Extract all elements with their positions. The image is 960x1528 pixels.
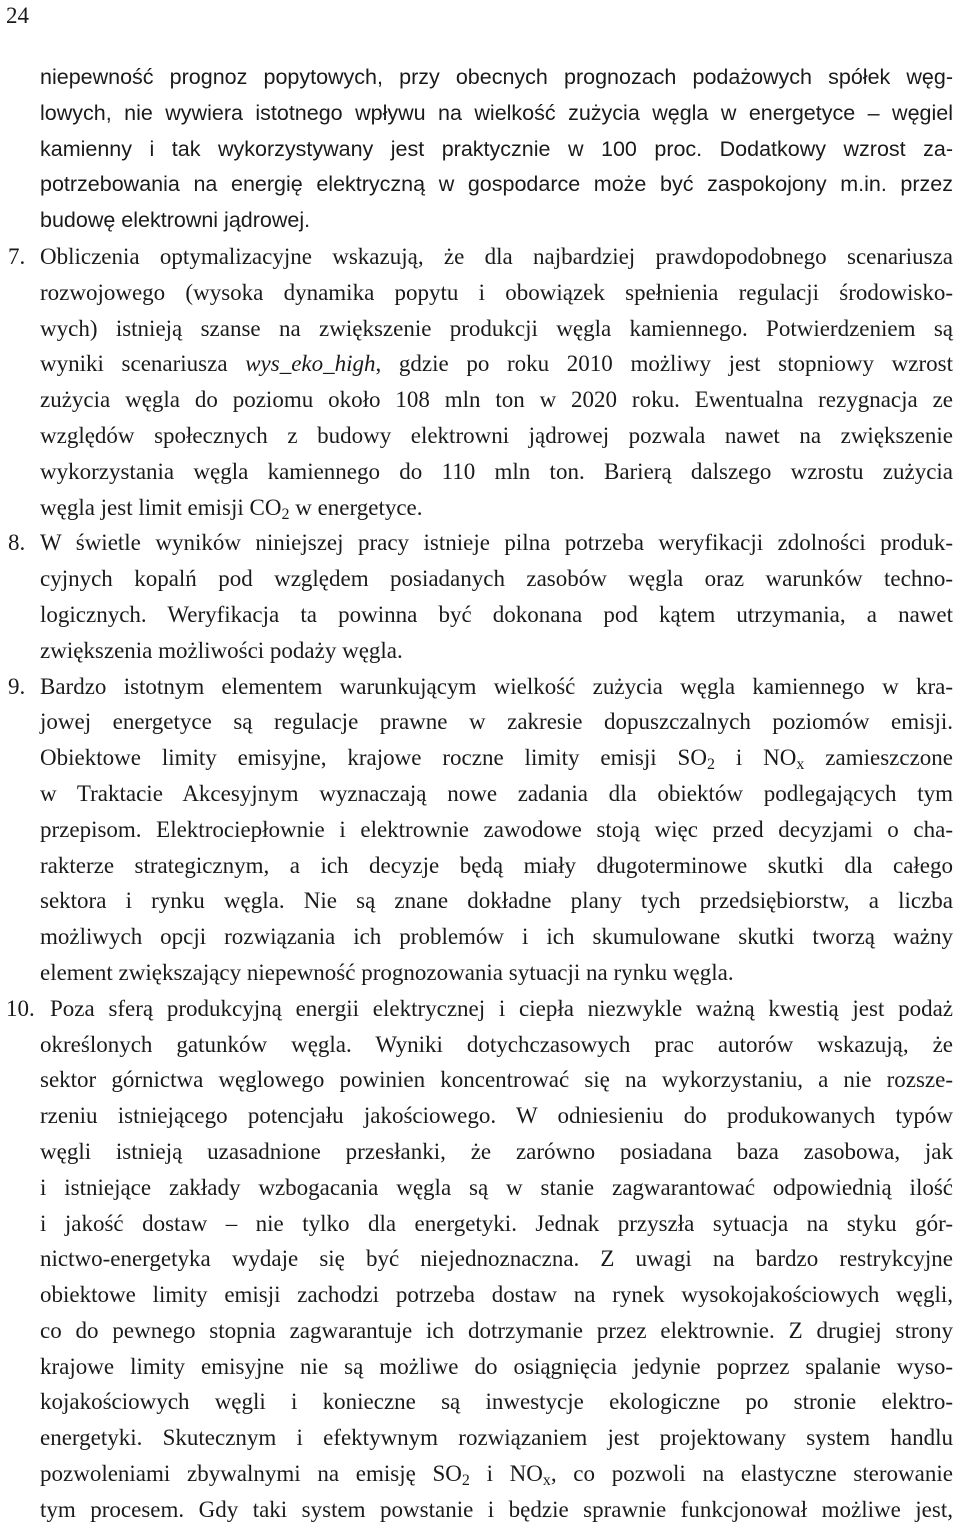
text-line — [0, 740, 960, 776]
text-line: wych) istnieją szanse na zwiększenie produkcji węgla kamiennego. Potwierdzeniem są — [40, 315, 953, 341]
text-fragment: zamieszczone — [804, 745, 953, 771]
text-line: jowej energetyce są regulacje prawne w zakresie dopuszczalnych poziomów emisji. — [40, 709, 953, 735]
list-item-10 — [0, 991, 960, 1528]
text-line: budowę elektrowni jądrowej. — [40, 208, 311, 233]
text-line — [0, 346, 960, 382]
text-line: lowych, nie wywiera istotnego wpływu na wielkość zużycia węgla w energetyce – węgiel — [40, 100, 953, 125]
text-fragment: i NO — [469, 1461, 543, 1487]
text-fragment: węgla jest limit emisji CO — [40, 494, 282, 520]
text-line: nictwo-energetyka wydaje się być niejednoznaczna. Z uwagi na bardzo restrykcyjne — [40, 1246, 953, 1272]
text-line: co do pewnego stopnia zagwarantuje ich dotrzymanie przez elektrownie. Z drugiej strony — [40, 1317, 953, 1343]
subscript: x — [796, 756, 805, 774]
subscript: x — [542, 1472, 551, 1490]
continuation-paragraph — [0, 60, 960, 239]
subscript: 2 — [706, 756, 715, 774]
text-line: możliwych opcji rozwiązania ich problemów i ich skumulowane skutki tworzą ważny — [40, 924, 953, 950]
text-fragment: w energetyce. — [289, 494, 423, 520]
text-line: tym procesem. Gdy taki system powstanie i będzie sprawnie funkcjonował możliwe jest, — [40, 1496, 953, 1522]
text-line: wykorzystania węgla kamiennego do 110 mln ton. Barierą dalszego wzrostu zużycia — [40, 458, 953, 484]
text-fragment: , co pozwoli na elastyczne sterowanie — [550, 1461, 953, 1487]
text-fragment: pozwoleniami zbywalnymi na emisję SO — [40, 1461, 462, 1487]
text-line — [0, 490, 960, 526]
text-fragment: , gdzie po roku 2010 możliwy jest stopniowy wzrost — [375, 351, 953, 377]
text-line: rozwojowego (wysoka dynamika popytu i obowiązek spełnienia regulacji środowisko- — [40, 279, 953, 305]
list-item-8 — [0, 525, 960, 668]
text-line: rakterze strategicznym, a ich decyzje będą miały długoterminowe skutki dla całego — [40, 852, 953, 878]
scenario-name: wys_eko_high — [245, 351, 376, 377]
text-line: niepewność prognoz popytowych, przy obecnych prognozach podażowych spółek węg- — [40, 65, 953, 89]
text-line: węgli istnieją uzasadnione przesłanki, że zarówno posiadana baza zasobowa, jak — [40, 1138, 953, 1164]
text-line: element zwiększający niepewność prognozowania sytuacji na rynku węgla. — [40, 959, 734, 985]
text-fragment: Obiektowe limity emisyjne, krajowe roczne limity emisji SO — [40, 745, 707, 771]
subscript: 2 — [281, 505, 290, 523]
text-line: w Traktacie Akcesyjnym wyznaczają nowe zadania dla obiektów podlegających tym — [40, 780, 953, 806]
text-line: kamienny i tak wykorzystywany jest praktycznie w 100 proc. Dodatkowy wzrost za- — [40, 136, 953, 161]
text-line: W świetle wyników niniejszej pracy istnieje pilna potrzeba weryfikacji zdolności produk- — [40, 530, 953, 556]
item-number: 7. — [8, 243, 26, 269]
text-line: Bardzo istotnym elementem warunkującym wielkość zużycia węgla kamiennego w kra- — [40, 673, 953, 699]
text-line: Poza sferą produkcyjną energii elektrycznej i ciepła niezwykle ważną kwestią jest podaż — [50, 995, 953, 1021]
text-line: i istniejące zakłady wzbogacania węgla są w stanie zagwarantować odpowiednią ilość — [40, 1174, 953, 1200]
text-line: i jakość dostaw – nie tylko dla energetyki. Jednak przyszła sytuacja na styku gór- — [40, 1210, 953, 1236]
text-line: potrzebowania na energię elektryczną w gospodarce może być zaspokojony m.in. przez — [40, 172, 953, 197]
item-number: 8. — [8, 530, 26, 556]
text-line: zużycia węgla do poziomu około 108 mln ton w 2020 roku. Ewentualna rezygnacja ze — [40, 387, 953, 413]
text-line: względów społecznych z budowy elektrowni jądrowej pozwala nawet na zwiększenie — [40, 422, 953, 448]
text-line: cyjnych kopalń pod względem posiadanych zasobów węgla oraz warunków techno- — [40, 566, 953, 592]
text-fragment: wyniki scenariusza — [40, 351, 246, 377]
text-line: logicznych. Weryfikacja ta powinna być dokonana pod kątem utrzymania, a nawet — [40, 601, 953, 627]
text-line: Obliczenia optymalizacyjne wskazują, że dla najbardziej prawdopodobnego scenariusza — [40, 243, 953, 269]
text-fragment: i NO — [714, 745, 797, 771]
text-line: zwiększenia możliwości podaży węgla. — [40, 637, 403, 663]
page-number: 24 — [6, 3, 29, 28]
text-line: sektor górnictwa węglowego powinien koncentrować się na wykorzystaniu, a nie rozsze- — [40, 1067, 953, 1093]
text-line: przepisom. Elektrociepłownie i elektrownie zawodowe stoją więc przed decyzjami o cha- — [40, 816, 953, 842]
text-line: rzeniu istniejącego potencjału jakościowego. W odniesieniu do produkowanych typów — [40, 1103, 953, 1129]
item-number: 9. — [8, 673, 26, 699]
list-item-7 — [0, 239, 960, 525]
text-line: sektora i rynku węgla. Nie są znane dokładne plany tych przedsiębiorstw, a liczba — [40, 888, 953, 914]
text-line: kojakościowych węgli i konieczne są inwestycje ekologiczne po stronie elektro- — [40, 1389, 953, 1415]
subscript: 2 — [461, 1472, 470, 1490]
text-line — [0, 1456, 960, 1492]
item-number: 10. — [6, 995, 35, 1021]
list-item-9 — [0, 669, 960, 991]
text-line: energetyki. Skutecznym i efektywnym rozwiązaniem jest projektowany system handlu — [40, 1425, 953, 1451]
text-line: obiektowe limity emisji zachodzi potrzeba dostaw na rynek wysokojakościowych węgli, — [40, 1282, 953, 1308]
text-line: krajowe limity emisyjne nie są możliwe do osiągnięcia jedynie poprzez spalanie wyso- — [40, 1353, 953, 1379]
page-body — [0, 60, 960, 1528]
text-line: określonych gatunków węgla. Wyniki dotychczasowych prac autorów wskazują, że — [40, 1031, 953, 1057]
